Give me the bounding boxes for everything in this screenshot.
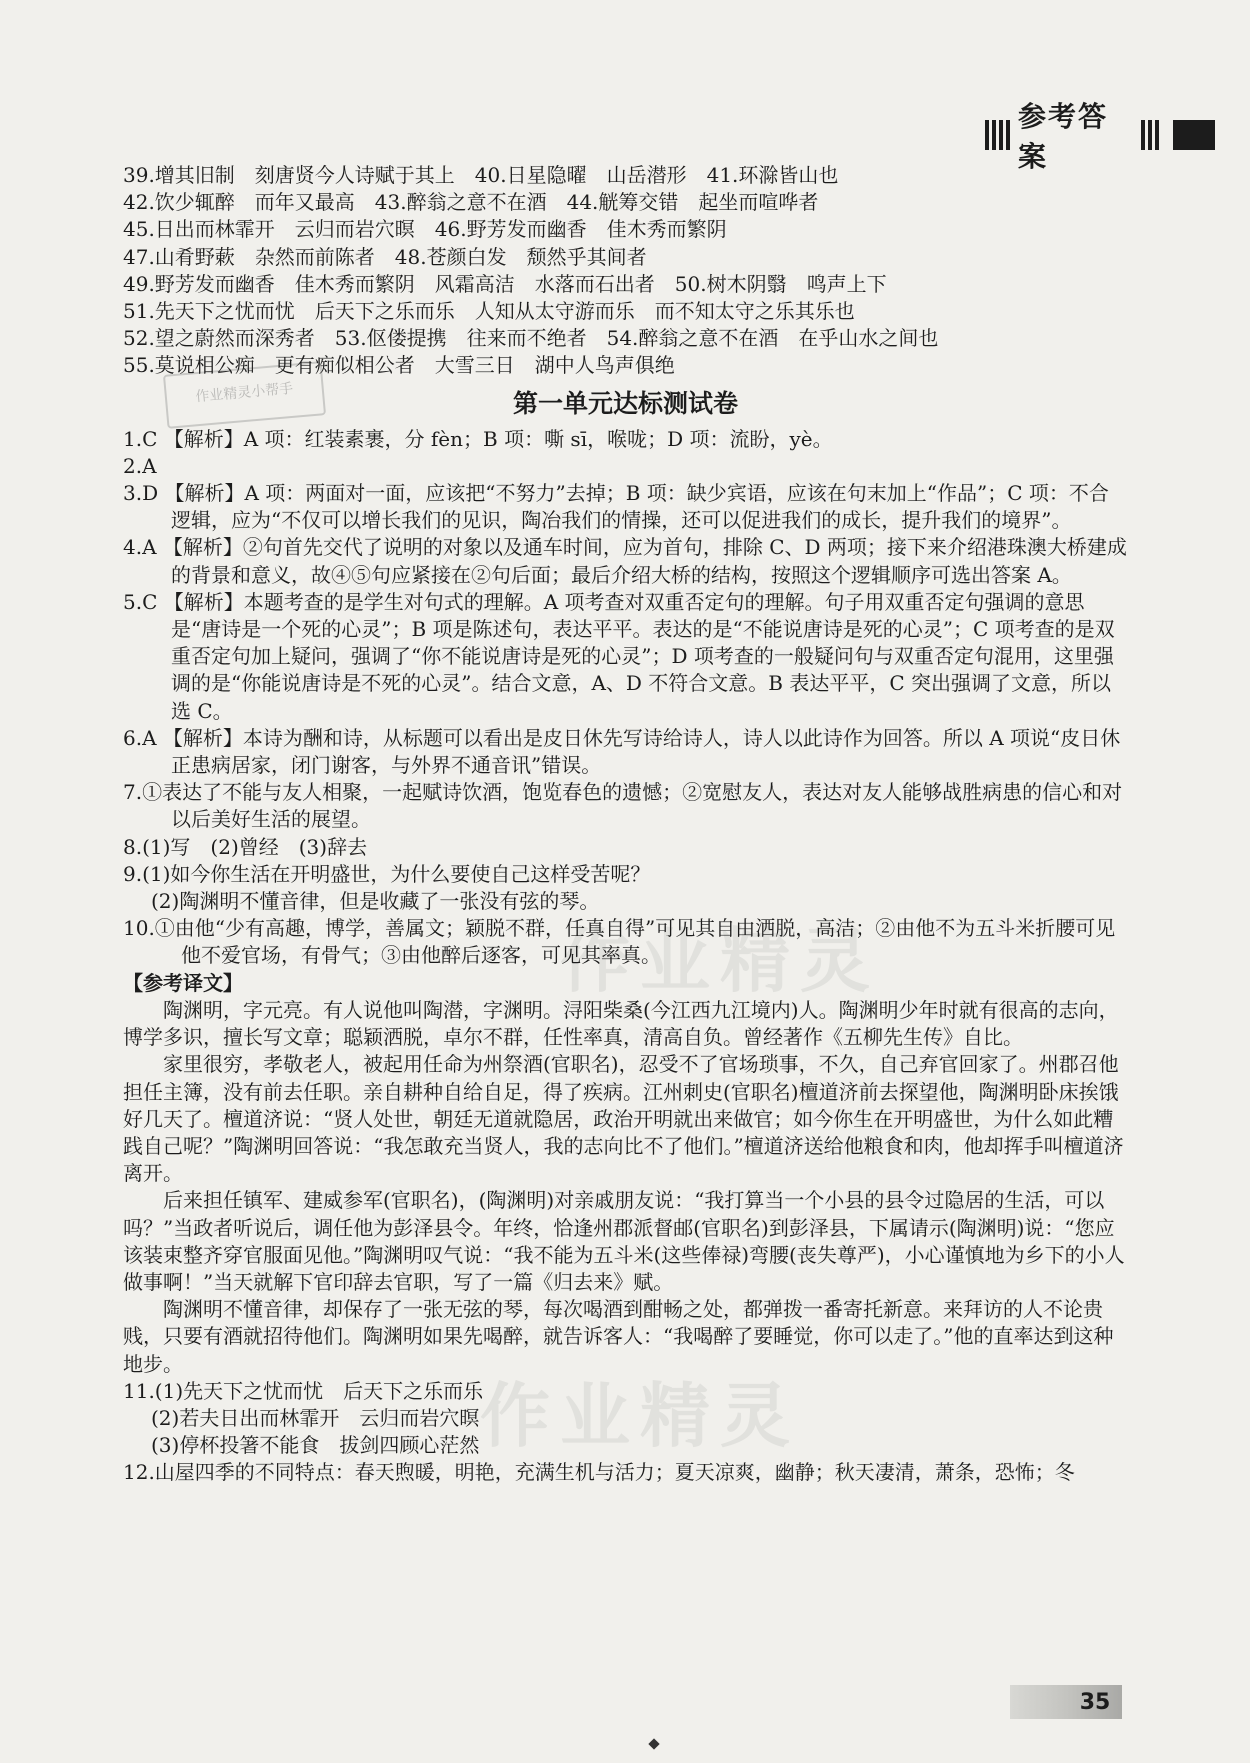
- top-answers-list: [123, 162, 1128, 380]
- bottom-mark: [648, 1738, 659, 1749]
- answer-line: 8.(1)写 (2)曾经 (3)辞去: [123, 834, 368, 859]
- page-header: [985, 100, 1215, 173]
- answer-line: (2)若夫日出而林霏开 云归而岩穴暝: [151, 1405, 480, 1430]
- answer-line: 42.饮少辄醉 而年又最高 43.醉翁之意不在酒 44.觥筹交错 起坐而喧哗者: [123, 190, 819, 215]
- answer-line: 10.①由他“少有高趣，博学，善属文；颖脱不群，任真自得”可见其自由洒脱，高洁；②由他不为五斗米折腰可见他不爱官场，有骨气；③由他醉后逐客，可见其率真。: [123, 916, 1116, 968]
- answer-line: 7.①表达了不能与友人相聚，一起赋诗饮酒，饱览春色的遗憾；②宽慰友人，表达对友人能够战胜病患的信心和对以后美好生活的展望。: [123, 780, 1123, 832]
- answer-line: 55.莫说相公痴 更有痴似相公者 大雪三日 湖中人鸟声俱绝: [123, 353, 675, 378]
- answer-line: (3)停杯投箸不能食 拔剑四顾心茫然: [151, 1433, 480, 1458]
- answer-line: 9.(1)如今你生活在开明盛世，为什么要使自己这样受苦呢？: [123, 861, 651, 886]
- later-answers-list: [123, 1378, 1128, 1487]
- watermark: 作业精灵: [480, 1375, 800, 1457]
- reference-paragraph: 后来担任镇军、建威参军(官职名)，(陶渊明)对亲戚朋友说：“我打算当一个小县的县令过隐居的生活，可以吗？”当政者听说后，调任他为彭泽县令。年终，恰逢州郡派督邮(官职名)到彭泽县，下属请示(陶渊明)说：“您应该装束整齐穿官服面见他。”陶渊明叹气说：“我不能为五斗米(这些俸禄)弯腰(丧失尊严)，小心谨慎地为乡下的小人做事啊！”当天就解下官印辞去官职，写了一篇《归去来》赋。: [123, 1188, 1125, 1294]
- answer-line: 12.山屋四季的不同特点：春天煦暖，明艳，充满生机与活力；夏天凉爽，幽静；秋天凄清，萧条，恐怖；冬: [123, 1460, 1075, 1485]
- header-title: 参考答案: [1018, 100, 1109, 173]
- answer-line: 49.野芳发而幽香 佳木秀而繁阴 风霜高洁 水落而石出者 50.树木阴翳 鸣声上下: [123, 271, 887, 296]
- answer-line: 52.望之蔚然而深秀者 53.伛偻提携 往来而不绝者 54.醉翁之意不在酒 在乎山水之间也: [123, 326, 939, 351]
- header-bars-left: [985, 120, 1010, 150]
- answer-line: 4.A 【解析】②句首先交代了说明的对象以及通车时间，应为首句，排除 C、D 两项；接下来介绍港珠澳大桥建成的背景和意义，故④⑤句应紧接在②句后面；最后介绍大桥的结构，按照这个逻辑顺序可选出答案 A。: [123, 535, 1127, 587]
- reference-translation: [123, 997, 1128, 1378]
- reference-label: 【参考译文】: [123, 970, 243, 995]
- answer-line: 6.A 【解析】本诗为酬和诗，从标题可以看出是皮日休先写诗给诗人，诗人以此诗作为回答。所以 A 项说“皮日休正患病居家，闭门谢客，与外界不通音讯”错误。: [123, 725, 1121, 778]
- answer-line: 47.山肴野蔌 杂然而前陈者 48.苍颜白发 颓然乎其间者: [123, 244, 647, 269]
- answer-line: 5.C 【解析】本题考查的是学生对句式的理解。A 项考查对双重否定句的理解。句子用双重否定句强调的意思是“唐诗是一个死的心灵”；B 项是陈述句，表达平平。表达的是“不能说唐诗是死的心灵”；C 项考查的是双重否定句加上疑问，强调了“你不能说唐诗是死的心灵”；D 项考查的一般疑问句与双重否定句混用，这里强调的是“你能说唐诗是不死的心灵”。结合文意，A、D 不符合文意。B 表达平平，C 突出强调了文意，所以选 C。: [123, 589, 1115, 723]
- answer-line: 51.先天下之忧而忧 后天下之乐而乐 人知从太守游而乐 而不知太守之乐其乐也: [123, 299, 855, 324]
- stamp-text: 作业精灵小帮手: [194, 380, 294, 406]
- answer-line: 1.C 【解析】A 项：红装素裹，分 fèn；B 项：嘶 sī，喉咙；D 项：流盼，yè。: [123, 426, 833, 451]
- section-title: 第一单元达标测试卷: [512, 388, 738, 418]
- answer-line: 2.A: [123, 453, 157, 478]
- watermark: 作业精灵: [560, 920, 880, 1002]
- answer-line: 3.D 【解析】A 项：两面对一面，应该把“不努力”去掉；B 项：缺少宾语，应该在句末加上“作品”；C 项：不合逻辑，应为“不仅可以增长我们的见识，陶冶我们的情操，还可以促进我们的成长，提升我们的境界”。: [123, 481, 1109, 533]
- reference-paragraph: 家里很穷，孝敬老人，被起用任命为州祭酒(官职名)，忍受不了官场琐事，不久，自己弃官回家了。州郡召他担任主簿，没有前去任职。亲自耕种自给自足，得了疾病。江州刺史(官职名)檀道济前去探望他，陶渊明卧床挨饿好几天了。檀道济说：“贤人处世，朝廷无道就隐居，政治开明就出来做官；如今你生在开明盛世，为什么如此糟践自己呢？”陶渊明回答说：“我怎敢充当贤人，我的志向比不了他们。”檀道济送给他粮食和肉，他却挥手叫檀道济离开。: [123, 1052, 1124, 1186]
- page-number: 35: [1079, 1690, 1111, 1715]
- answer-line: 39.增其旧制 刻唐贤今人诗赋于其上 40.日星隐曜 山岳潜形 41.环滁皆山也: [123, 163, 839, 187]
- header-block: [1173, 120, 1215, 150]
- answers-list: [123, 426, 1128, 970]
- page-content: [123, 162, 1128, 1487]
- reference-paragraph: 陶渊明，字元亮。有人说他叫陶潜，字渊明。浔阳柴桑(今江西九江境内)人。陶渊明少年时就有很高的志向，博学多识，擅长写文章；聪颖洒脱，卓尔不群，任性率真，清高自负。曾经著作《五柳先生传》自比。: [123, 997, 1119, 1050]
- reference-paragraph: 陶渊明不懂音律，却保存了一张无弦的琴，每次喝酒到酣畅之处，都弹拨一番寄托新意。来拜访的人不论贵贱，只要有酒就招待他们。陶渊明如果先喝醉，就告诉客人：“我喝醉了要睡觉，你可以走了。”他的直率达到这种地步。: [123, 1297, 1114, 1376]
- answer-line: 45.日出而林霏开 云归而岩穴暝 46.野芳发而幽香 佳木秀而繁阴: [123, 217, 727, 242]
- header-bars-right: [1141, 120, 1159, 150]
- answer-line: 11.(1)先天下之忧而忧 后天下之乐而乐: [123, 1378, 484, 1403]
- answer-line: (2)陶渊明不懂音律，但是收藏了一张没有弦的琴。: [151, 889, 600, 914]
